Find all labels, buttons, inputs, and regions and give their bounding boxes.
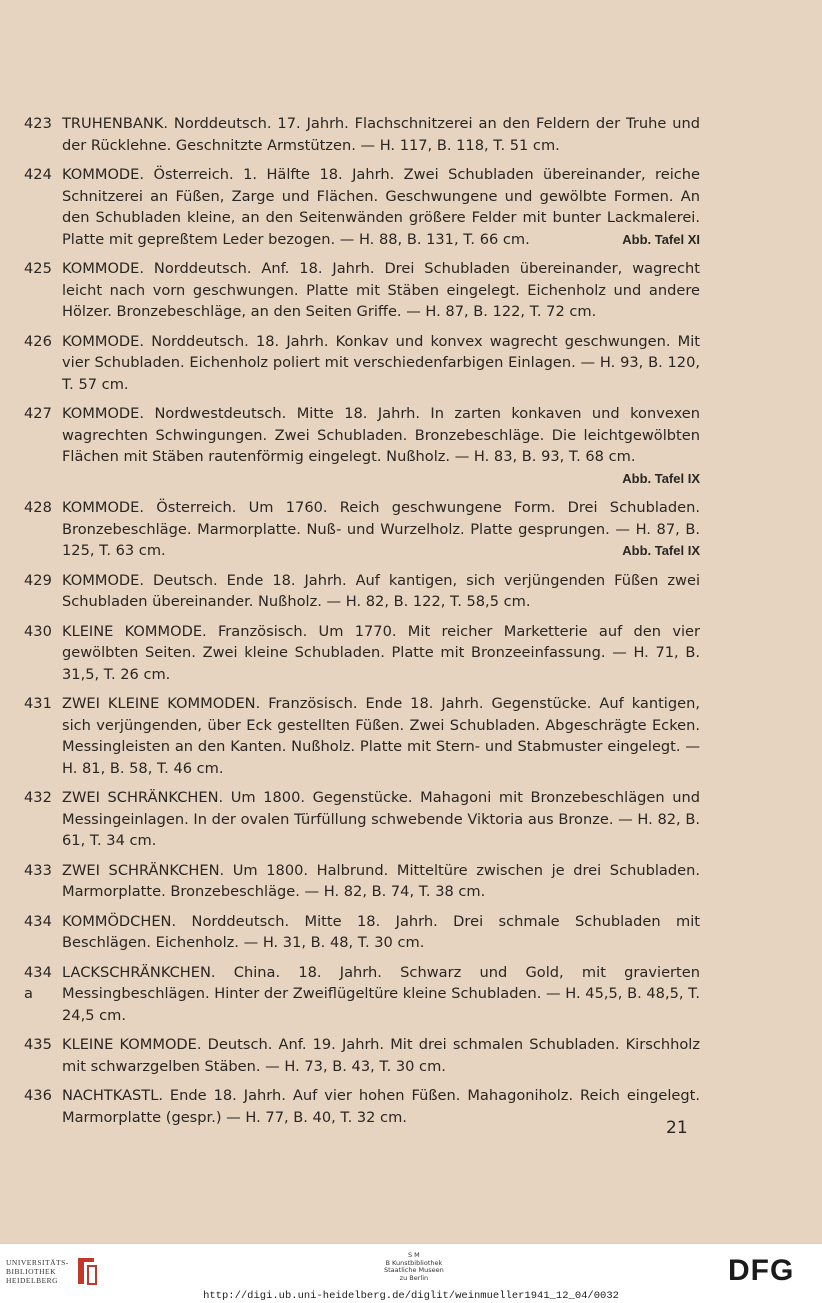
entry-text	[62, 1034, 700, 1077]
entry-text	[62, 113, 700, 156]
entry-description: KOMMODE. Norddeutsch. Anf. 18. Jahrh. Drei Schubladen übereinander, wagrecht leicht nach vorn geschwungen. Platte mit Stäben eingelegt. Eichenholz und andere Hölzer. Bronzebeschläge, an den Seiten Griffe. — H. 87, B. 122, T. 72 cm.	[62, 260, 700, 320]
entry-number: 423	[24, 115, 52, 132]
entry-description: KOMMODE. Österreich. Um 1760. Reich geschwungene Form. Drei Schubladen. Bronzebeschläge. Marmorplatte. Nuß- und Wurzelholz. Platte gesprungen. — H. 87, B. 125, T. 63 cm.	[62, 499, 700, 559]
entry-description: ZWEI SCHRÄNKCHEN. Um 1800. Halbrund. Mitteltüre zwischen je drei Schubladen. Marmorplatte. Bronzebeschläge. — H. 82, B. 74, T. 38 cm.	[62, 861, 700, 900]
catalog-entry	[24, 621, 700, 686]
catalog-entry	[24, 570, 700, 613]
entry-text	[62, 1085, 700, 1128]
entry-text	[62, 860, 700, 903]
entry-text	[62, 331, 700, 396]
entry-description: KOMMODE. Österreich. 1. Hälfte 18. Jahrh. Zwei Schubladen übereinander, reiche Schnitzerei an Füßen, Zarge und Flächen. Geschwungene und gewölbte Formen. An den Schubladen kleine, an den Seitenwänden größere Felder mit bunter Lackmalerei. Platte mit gepreßtem Leder bezogen. — H. 88, B. 131, T. 66 cm.	[62, 166, 700, 248]
catalog-entry	[24, 911, 700, 954]
museum-stamp: S M B Kunstbibliothek Staatliche Museen zu Berlin	[384, 1251, 444, 1282]
entry-description: KLEINE KOMMODE. Deutsch. Anf. 19. Jahrh. Mit drei schmalen Schubladen. Kirschholz mit schwarzgelben Stäben. — H. 73, B. 43, T. 30 cm.	[62, 1036, 700, 1075]
catalog-entry	[24, 113, 700, 156]
catalog-entry	[24, 403, 700, 489]
library-emblem-icon	[74, 1254, 100, 1288]
entry-description: KOMMODE. Deutsch. Ende 18. Jahrh. Auf kantigen, sich verjüngenden Füßen zwei Schubladen übereinander. Nußholz. — H. 82, B. 122, T. 58,5 cm.	[62, 571, 700, 610]
catalog-entry	[24, 164, 700, 250]
catalog-entry	[24, 1034, 700, 1077]
entry-number: 436	[24, 1087, 52, 1104]
entry-number: 434	[24, 912, 52, 930]
entry-number: 426	[24, 332, 52, 350]
catalog-entry	[24, 693, 700, 779]
university-library-logo[interactable]: UNIVERSITÄTS- BIBLIOTHEK HEIDELBERG	[6, 1258, 69, 1285]
permalink-url[interactable]: http://digi.ub.uni-heidelberg.de/diglit/weinmueller1941_12_04/0032	[203, 1290, 619, 1302]
entry-number: 434 a	[24, 963, 52, 1002]
entry-text	[62, 787, 700, 852]
catalog-entry	[24, 1085, 700, 1128]
entry-number: 432	[24, 789, 52, 806]
entry-number: 425	[24, 260, 52, 277]
catalog-entry	[24, 497, 700, 562]
entry-number: 428	[24, 499, 52, 516]
entry-number: 424	[24, 166, 52, 183]
entry-number: 435	[24, 1036, 52, 1053]
catalog-entry	[24, 860, 700, 903]
entry-list	[24, 113, 700, 1136]
entry-number: 427	[24, 405, 52, 422]
entry-description: NACHTKASTL. Ende 18. Jahrh. Auf vier hohen Füßen. Mahagoniholz. Reich eingelegt. Marmorplatte (gespr.) — H. 77, B. 40, T. 32 cm.	[62, 1087, 700, 1126]
entry-text	[62, 693, 700, 779]
entry-description: LACKSCHRÄNKCHEN. China. 18. Jahrh. Schwarz und Gold, mit gravierten Messingbeschlägen. Hinter der Zweiflügeltüre kleine Schubladen. — H. 45,5, B. 48,5, T. 24,5 cm.	[62, 963, 700, 1024]
footer-bar	[0, 1243, 822, 1303]
entry-text	[62, 911, 700, 954]
entry-number: 433	[24, 861, 52, 879]
entry-number: 431	[24, 695, 52, 712]
entry-description: KOMMODE. Nordwestdeutsch. Mitte 18. Jahrh. In zarten konkaven und konvexen wagrechten Schwingungen. Zwei Schubladen. Bronzebeschläge. Die leichtgewölbten Flächen mit Stäben rautenförmig eingelegt. Nußholz. — H. 83, B. 93, T. 68 cm.	[62, 405, 700, 465]
entry-text	[62, 403, 700, 489]
entry-description: KLEINE KOMMODE. Französisch. Um 1770. Mit reicher Marketterie auf den vier gewölbten Seiten. Zwei kleine Schubladen. Platte mit Bronzeeinfassung. — H. 71, B. 31,5, T. 26 cm.	[62, 622, 700, 683]
plate-reference: Abb. Tafel XI	[622, 231, 700, 247]
dfg-logo[interactable]: DFG	[728, 1254, 795, 1287]
entry-text	[62, 164, 700, 250]
catalog-entry	[24, 258, 700, 323]
plate-reference: Abb. Tafel IX	[622, 543, 700, 558]
entry-text	[62, 497, 700, 562]
entry-description: TRUHENBANK. Norddeutsch. 17. Jahrh. Flachschnitzerei an den Feldern der Truhe und der Rücklehne. Geschnitzte Armstützen. — H. 117, B. 118, T. 51 cm.	[62, 115, 700, 154]
plate-reference: Abb. Tafel IX	[622, 470, 700, 486]
catalog-entry	[24, 787, 700, 852]
entry-text	[62, 258, 700, 323]
entry-text	[62, 570, 700, 613]
page-number: 21	[666, 1118, 688, 1138]
entry-description: KOMMÖDCHEN. Norddeutsch. Mitte 18. Jahrh. Drei schmale Schubladen mit Beschlägen. Eichenholz. — H. 31, B. 48, T. 30 cm.	[62, 912, 700, 951]
entry-number: 430	[24, 622, 52, 640]
entry-text	[62, 621, 700, 686]
entry-number: 429	[24, 571, 52, 589]
entry-description: ZWEI KLEINE KOMMODEN. Französisch. Ende 18. Jahrh. Gegenstücke. Auf kantigen, sich verjüngenden, über Eck gestellten Füßen. Zwei Schubladen. Abgeschrägte Ecken. Messingleisten an den Kanten. Nußholz. Platte mit Stern- und Stabmuster eingelegt. — H. 81, B. 58, T. 46 cm.	[62, 695, 700, 777]
entry-text	[62, 962, 700, 1027]
entry-description: KOMMODE. Norddeutsch. 18. Jahrh. Konkav und konvex wagrecht geschwungen. Mit vier Schubladen. Eichenholz poliert mit verschiedenfarbigen Einlagen. — H. 93, B. 120, T. 57 cm.	[62, 332, 700, 393]
catalog-entry	[24, 331, 700, 396]
entry-description: ZWEI SCHRÄNKCHEN. Um 1800. Gegenstücke. Mahagoni mit Bronzebeschlägen und Messingeinlagen. In der ovalen Türfüllung schwebende Viktoria aus Bronze. — H. 82, B. 61, T. 34 cm.	[62, 789, 700, 849]
catalog-entry	[24, 962, 700, 1027]
